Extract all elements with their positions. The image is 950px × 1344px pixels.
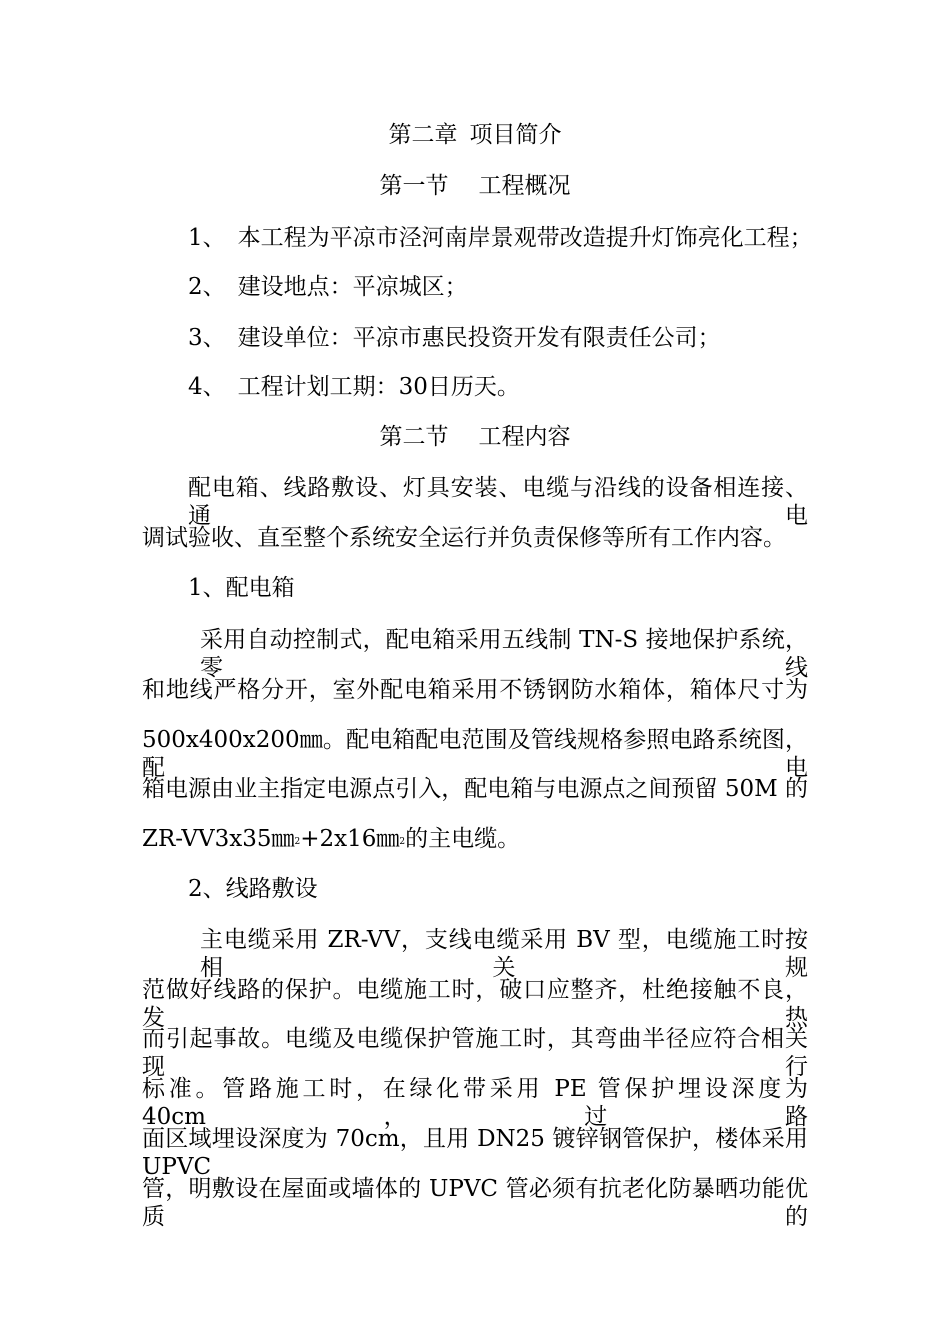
section-title — [0, 172, 950, 200]
paragraph-line — [142, 825, 520, 856]
list-item-number: 4、 — [188, 374, 226, 400]
subsection-heading: 1、配电箱 — [188, 575, 295, 601]
chapter-title — [0, 121, 950, 149]
section-name: 工程概况 — [478, 173, 571, 199]
list-item-number: 1、 — [188, 225, 226, 251]
cable-spec-b: +2x16㎜ — [300, 826, 400, 852]
list-item-number: 2、 — [188, 274, 226, 300]
paragraph-line: 主电缆采用 ZR-VV，支线电缆采用 BV 型，电缆施工时按相关规 — [200, 927, 808, 981]
list-item — [188, 224, 813, 252]
paragraph-line: 箱电源由业主指定电源点引入，配电箱与电源点之间预留 50M 的 — [142, 776, 808, 802]
chapter-name: 项目简介 — [469, 122, 562, 148]
list-item — [188, 324, 721, 352]
section-title — [0, 423, 950, 451]
superscript: 2 — [294, 837, 301, 847]
list-item-text: 建设单位：平凉市惠民投资开发有限责任公司； — [237, 325, 721, 351]
section-label: 第二节 — [379, 424, 449, 450]
list-item — [188, 273, 468, 301]
paragraph-line: 500x400x200㎜。配电箱配电范围及管线规格参照电路系统图，配电 — [142, 727, 808, 781]
chapter-number: 第二章 — [388, 122, 458, 148]
cable-spec-c: 的主电缆。 — [405, 826, 521, 852]
cable-spec-a: ZR-VV3x35㎜ — [142, 826, 295, 852]
paragraph-line: 而引起事故。电缆及电缆保护管施工时，其弯曲半径应符合相关现行 — [142, 1026, 808, 1080]
paragraph-line: 范做好线路的保护。电缆施工时，破口应整齐，杜绝接触不良，发热 — [142, 977, 808, 1031]
section-name: 工程内容 — [478, 424, 571, 450]
paragraph-line: 采用自动控制式，配电箱采用五线制 TN-S 接地保护系统，零线 — [200, 627, 808, 681]
paragraph-line: 配电箱、线路敷设、灯具安装、电缆与沿线的设备相连接、通电 — [188, 475, 808, 529]
paragraph-line: 面区域埋设深度为 70cm，且用 DN25 镀锌钢管保护，楼体采用 UPVC — [142, 1126, 808, 1180]
list-item-number: 3、 — [188, 325, 226, 351]
paragraph-line: 调试验收、直至整个系统安全运行并负责保修等所有工作内容。 — [142, 525, 786, 551]
list-item — [188, 373, 520, 401]
paragraph-line: 管，明敷设在屋面或墙体的 UPVC 管必须有抗老化防暴晒功能优质的 — [142, 1176, 808, 1230]
superscript: 2 — [399, 837, 406, 847]
paragraph-line: 标准。管路施工时，在绿化带采用 PE 管保护埋设深度为 40cm，过路 — [142, 1076, 808, 1130]
section-label: 第一节 — [379, 173, 449, 199]
subsection-heading: 2、线路敷设 — [188, 876, 318, 902]
paragraph-line: 和地线严格分开，室外配电箱采用不锈钢防水箱体，箱体尺寸为 — [142, 677, 808, 703]
list-item-text: 本工程为平凉市泾河南岸景观带改造提升灯饰亮化工程； — [237, 225, 813, 251]
list-item-text: 工程计划工期：30日历天。 — [237, 374, 520, 400]
list-item-text: 建设地点：平凉城区； — [237, 274, 468, 300]
